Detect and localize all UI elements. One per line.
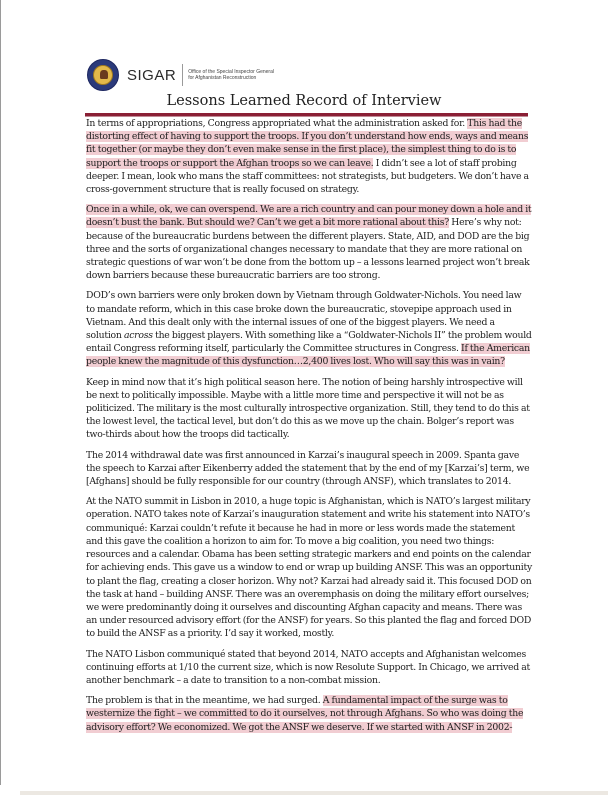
text-segment: the biggest players. With something like a “Goldwater-Nichols II” the problem would entail Congress reforming itself, particularly the Committee structures in Congress. xyxy=(86,330,532,355)
office-name xyxy=(188,69,274,81)
page-left-edge xyxy=(0,0,1,785)
eagle-icon xyxy=(100,70,108,79)
paragraph-1 xyxy=(86,117,532,196)
paragraph-6 xyxy=(86,495,532,640)
seal-inner-ring xyxy=(93,65,113,85)
text-segment: At the NATO summit in Lisbon in 2010, a huge topic is Afghanistan, which is NATO’s largest military operation. NATO takes note of Karzai’s inauguration statement and write his statement into NATO’s communiqué: Karzai couldn’t refute it because he had in more or less words made the statement and this gave the coalition a horizon to aim for. To move a big coalition, you need two things: resources and a calendar. Obama has been setting strategic markers and end points on the calendar for achieving ends. This gave us a window to end or wrap up building ANSF. This was an opportunity to plant the flag, creating a closer horizon. Why not? Karzai had already said it. This focused DOD on the task at hand – building ANSF. There was an overemphasis on doing the military effort ourselves; we were predominantly doing it ourselves and discounting Afghan capacity and means. There was an under resourced advisory effort (for the ANSF) for years. So this planted the flag and forced DOD to build the ANSF as a priority. I’d say it worked, mostly. xyxy=(86,496,532,640)
sigar-header xyxy=(87,58,274,92)
text-segment: In terms of appropriations, Congress appropriated what the administration asked for. xyxy=(86,118,468,129)
text-segment: across xyxy=(123,330,153,342)
text-segment: Here’s why not: because of the bureaucratic burdens between the different players. State, AID, and DOD are the big three and the sorts of organizational changes necessary to mandate that they are more rational on strategic questions of war won’t be done from the bottom up – a lessons learned project won’t break down barriers because these bureaucratic barriers are too strong. xyxy=(86,217,530,282)
sigar-seal-icon xyxy=(87,59,119,91)
highlighted-text: A fundamental impact of the surge was to westernize the fight – we committed to do it ourselves, not through Afghans. So who was doing the advisory effort? We economized. We got the ANSF we deserve. If we started with ANSF in 2002- xyxy=(86,695,524,733)
paragraph-8 xyxy=(86,694,532,734)
highlighted-text: This had the distorting effect of having to support the troops. If you don’t understand how ends, ways and means fit together (or maybe they don’t even make sense in the first place), the simplest thing to do is to support the troops or support the Afghan troops so we can leave. xyxy=(86,118,529,169)
header-divider xyxy=(182,64,183,86)
highlighted-text: Once in a while, ok, we can overspend. We are a rich country and can pour money down a hole and it doesn’t bust the bank. But should we? Can’t we get a bit more rational about this? xyxy=(86,204,532,229)
text-segment: The 2014 withdrawal date was first announced in Karzai’s inaugural speech in 2009. Spanta gave the speech to Karzai after Eikenberry added the statement that by the end of my [Karzai’s] term, we [Afghans] should be fully responsible for our country (through ANSF), which translates to 2014. xyxy=(86,449,530,488)
highlighted-text: If the American people knew the magnitude of this dysfunction…2,400 lives lost. Who will say this was in vain? xyxy=(86,343,530,368)
paragraph-2 xyxy=(86,203,532,282)
paragraph-4 xyxy=(86,376,532,442)
text-segment: The problem is that in the meantime, we had surged. xyxy=(86,695,323,707)
text-segment: The NATO Lisbon communiqué stated that beyond 2014, NATO accepts and Afghanistan welcomes continuing efforts at 1/10 the current size, which is now Resolute Support. In Chicago, we arrived at another benchmark – a date to transition to a non-combat mission. xyxy=(86,648,531,686)
paragraph-3 xyxy=(86,289,532,368)
document-title: Lessons Learned Record of Interview xyxy=(166,93,442,109)
office-line-2: for Afghanistan Reconstruction xyxy=(188,75,257,81)
paragraph-7 xyxy=(86,648,532,688)
document-body xyxy=(86,117,532,741)
office-line-1: Office of the Special Inspector General xyxy=(188,69,274,75)
text-segment: DOD’s own barriers were only broken down by Vietnam through Goldwater-Nichols. You need law to mandate reform, which in this case broke down the bureaucratic, stovepipe approach used in Vietnam. And this dealt only with the internal issues of one of the biggest players. We need a solution xyxy=(86,290,522,342)
paragraph-5 xyxy=(86,449,532,489)
agency-abbreviation: SIGAR xyxy=(127,66,177,84)
text-segment: I didn’t see a lot of staff probing deeper. I mean, look who mans the staff committees: not strategists, but budgeters. We don’t have a cross-government structure that is really focused on strategy. xyxy=(86,157,529,196)
page-bottom-edge xyxy=(20,791,608,795)
text-segment: Keep in mind now that it’s high political season here. The notion of being harshly introspective will be next to politically impossible. Maybe with a little more time and perspective it will not be as politicized. The military is the most culturally introspective organization. Still, they tend to do this at the lowest level, the tactical level, but don’t do this as we move up the chain. Bolger’s report was two-thirds about how the troops did tactically. xyxy=(86,376,530,441)
